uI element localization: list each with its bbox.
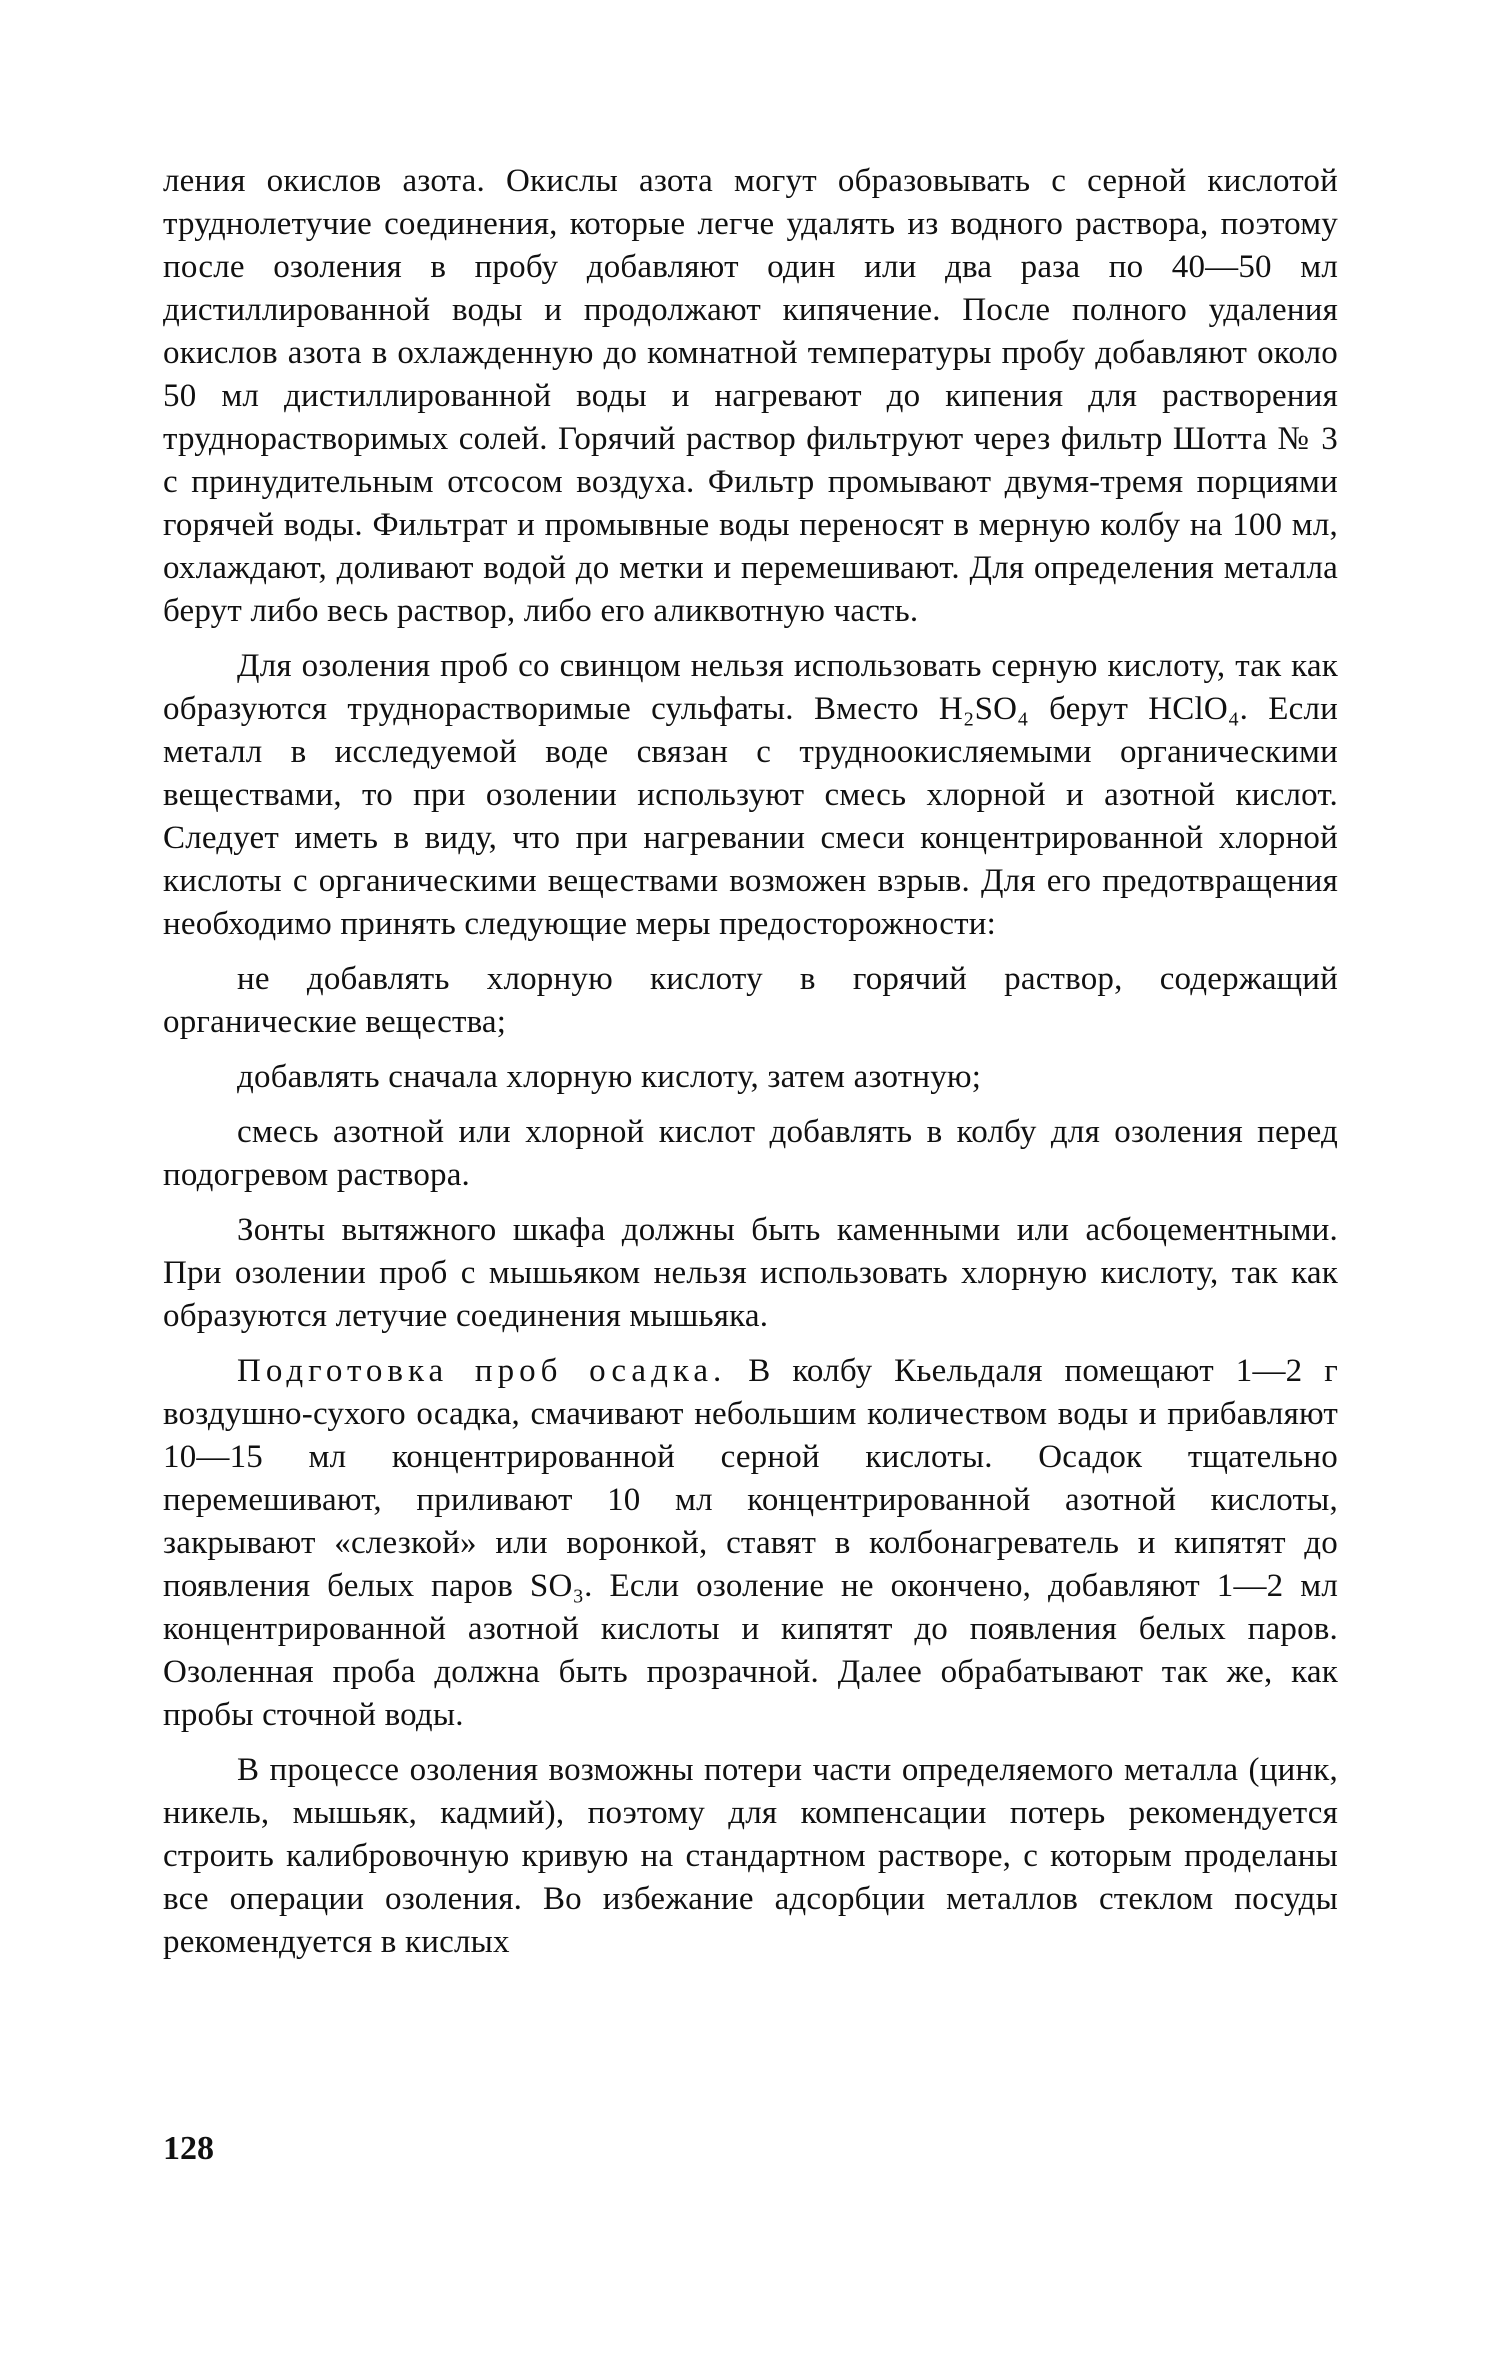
section-heading-sediment: Подготовка проб осадка. [237,1353,727,1389]
precaution-item-2: добавлять сначала хлорную кислоту, затем азотную; [237,1059,982,1095]
page-number: 128 [163,2130,214,2167]
paragraph-continuation: ления окислов азота. Окислы азота могут образовывать с серной кислотой труднолетучие соединения, которые легче удалять из водного раствора, поэтому после озоления в пробу добавляют один или два раза по 40—50 мл дистиллированной воды и продолжают кипячение. После полного удаления окислов азота в охлажденную до комнатной температуры пробу добавляют около 50 мл дистиллированной воды и нагревают до кипения для растворения труднорастворимых солей. Горячий раствор фильтруют через фильтр Шотта № 3 с принудительным отсосом воздуха. Фильтр промывают двумя-тремя порциями горячей воды. Фильтрат и промывные воды переносят в мерную колбу на 100 мл, охлаждают, доливают водой до метки и перемешивают. Для определения металла берут либо весь раствор, либо его аликвотную часть. [163,163,1338,629]
paragraph-sediment-preparation [163,1350,1338,1737]
sediment-body-text: В колбу Кьельдаля помещают 1—2 г воздушно-сухого осадка, смачивают небольшим количеством воды и прибавляют 10—15 мл концентрированной серной кислоты. Осадок тщательно перемешивают, приливают 10 мл концентрированной азотной кислоты, закрывают «слезкой» или воронкой, ставят в колбонагреватель и кипятят до появления белых паров SO₃. Если озоление не окончено, добавляют 1—2 мл концентрированной азотной кислоты и кипятят до появления белых паров. Озоленная проба должна быть прозрачной. Далее обрабатывают так же, как пробы сточной воды. [163,1353,1338,1733]
paragraph-lead-precautions: Для озоления проб со свинцом нельзя использовать серную кислоту, так как образуются труднорастворимые сульфаты. Вместо H₂SO₄ берут HClO₄. Если металл в исследуемой воде связан с трудноокисляемыми органическими веществами, то при озолении используют смесь хлорной и азотной кислот. Следует иметь в виду, что при нагревании смеси концентрированной хлорной кислоты с органическими веществами возможен взрыв. Для его предотвращения необходимо принять следующие меры предосторожности: [163,648,1338,942]
paragraph-losses: В процессе озоления возможны потери части определяемого металла (цинк, никель, мышьяк, кадмий), поэтому для компенсации потерь рекомендуется строить калибровочную кривую на стандартном растворе, с которым проделаны все операции озоления. Во избежание адсорбции металлов стеклом посуды рекомендуется в кислых [163,1752,1338,1960]
page-body-text [163,160,1338,1976]
precaution-item-1: не добавлять хлорную кислоту в горячий раствор, содержащий органические вещества; [163,961,1338,1040]
paragraph-fume-hood: Зонты вытяжного шкафа должны быть каменными или асбоцементными. При озолении проб с мышьяком нельзя использовать хлорную кислоту, так как образуются летучие соединения мышьяка. [163,1212,1338,1334]
precaution-item-3: смесь азотной или хлорной кислот добавлять в колбу для озоления перед подогревом раствора. [163,1114,1338,1193]
